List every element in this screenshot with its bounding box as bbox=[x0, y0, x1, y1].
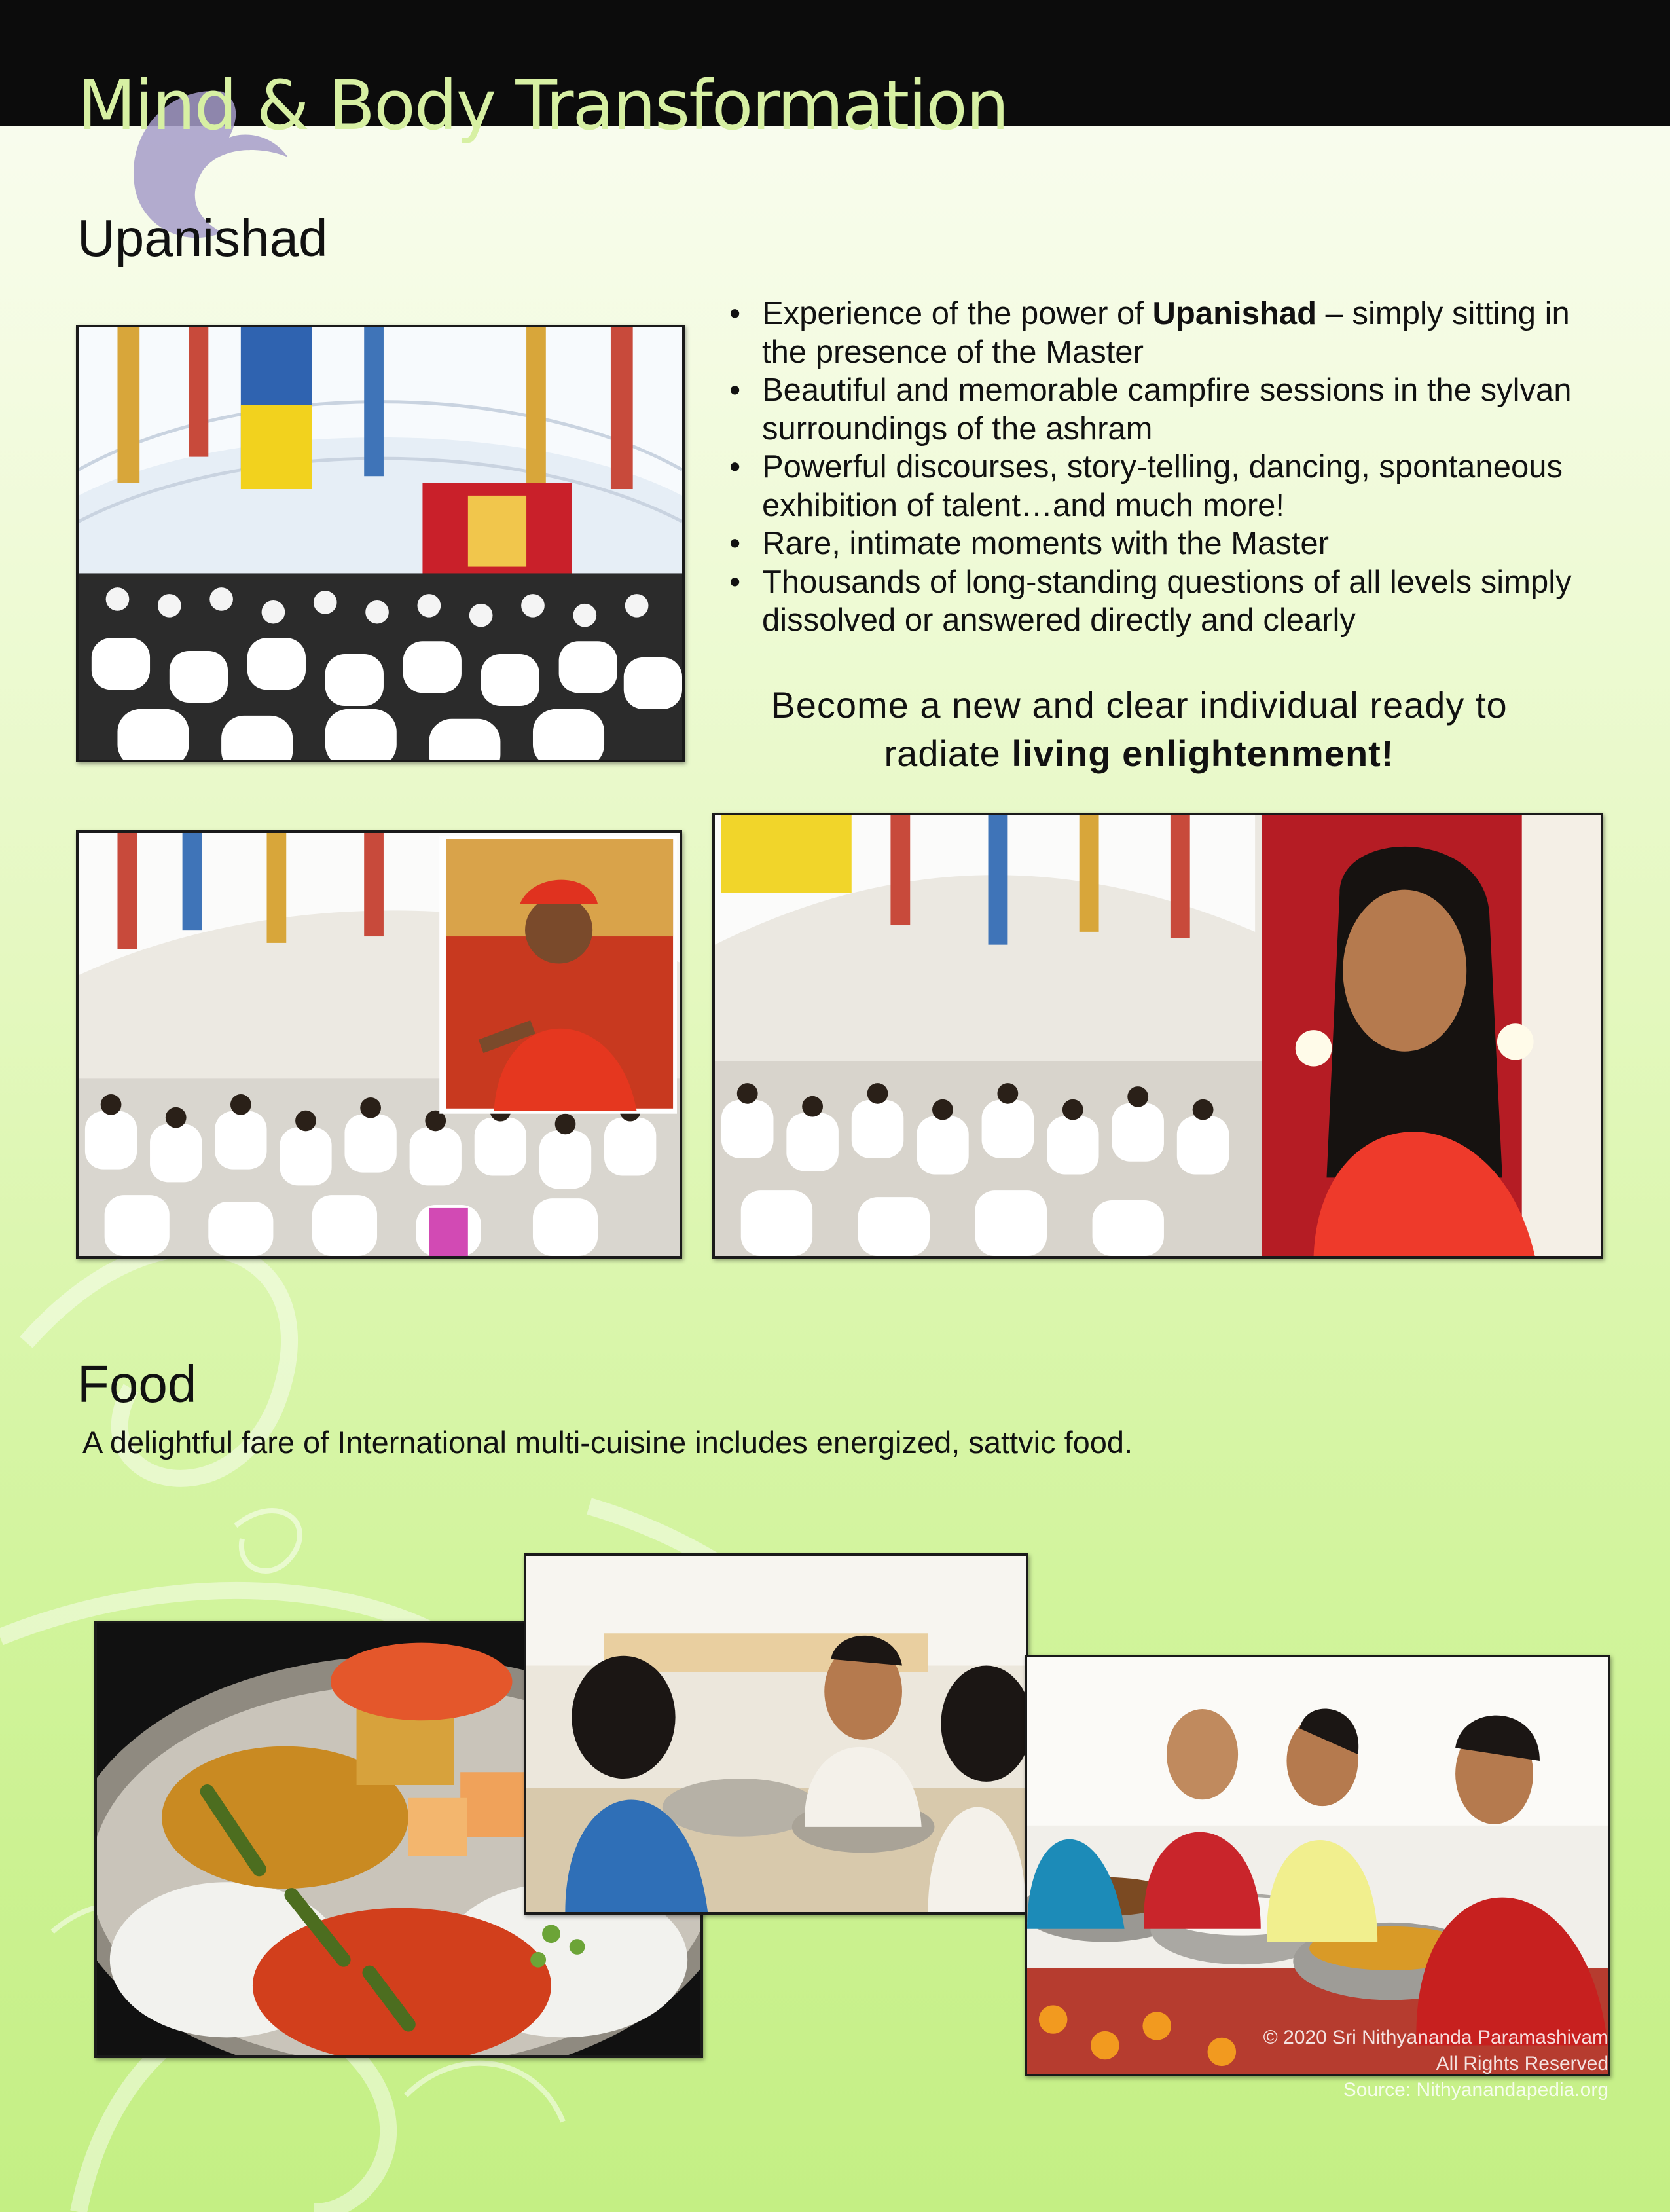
list-item: • Rare, intimate moments with the Master bbox=[725, 525, 1596, 563]
food-heading: Food bbox=[77, 1355, 197, 1413]
copyright-notice bbox=[1263, 2025, 1608, 2103]
list-item: • Thousands of long-standing questions of all levels simply dissolved or answered directly and clearly bbox=[725, 563, 1596, 640]
upanishad-heading: Upanishad bbox=[77, 209, 328, 267]
page-title: Mind & Body Transformation bbox=[77, 65, 1008, 145]
tagline: Become a new and clear individual ready to radiate living enlightenment! bbox=[771, 684, 1508, 774]
photo-food-serving-counter bbox=[1025, 1655, 1610, 2076]
photo-audience-with-master-inset bbox=[76, 830, 682, 1259]
list-item: • Powerful discourses, story-telling, dancing, spontaneous exhibition of talent…and much more! bbox=[725, 448, 1596, 525]
source-line: Source: Nithyanandapedia.org bbox=[1343, 2079, 1608, 2101]
rights-line: All Rights Reserved bbox=[1436, 2053, 1608, 2074]
list-item: • Beautiful and memorable campfire sessions in the sylvan surroundings of the ashram bbox=[725, 371, 1596, 448]
photo-dining-guests bbox=[524, 1553, 1028, 1915]
upanishad-bullet-list bbox=[725, 295, 1596, 640]
photo-ashram-hall-audience bbox=[76, 325, 685, 762]
food-description: A delightful fare of International multi-cuisine includes energized, sattvic food. bbox=[82, 1425, 1133, 1460]
list-item: • Experience of the power of Upanishad – simply sitting in the presence of the Master bbox=[725, 295, 1596, 371]
copyright-line: © 2020 Sri Nithyananda Paramashivam bbox=[1263, 2027, 1608, 2048]
photo-audience-with-master-closeup bbox=[712, 813, 1603, 1259]
